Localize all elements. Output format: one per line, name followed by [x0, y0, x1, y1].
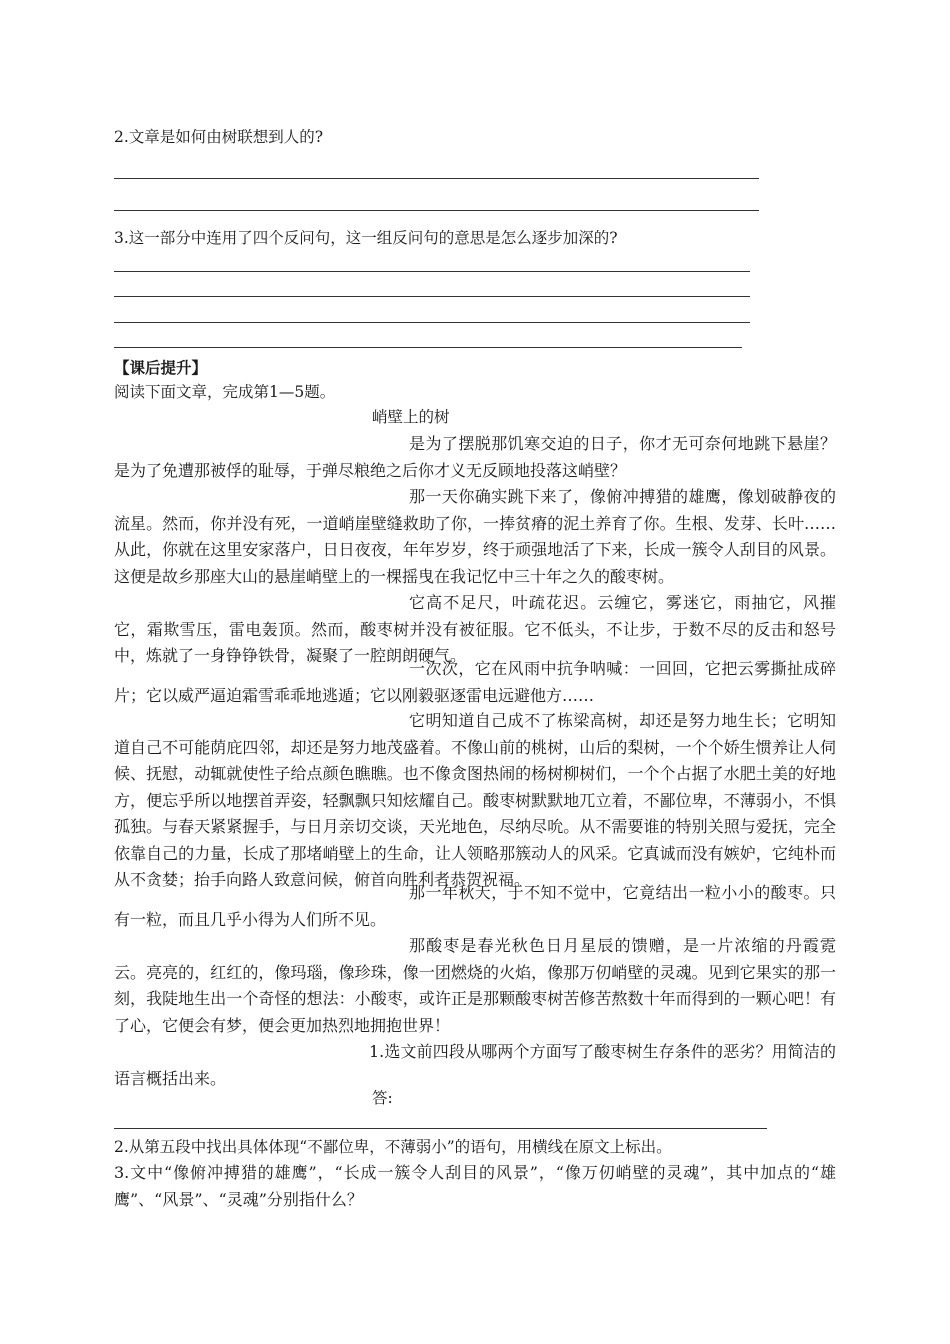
- answer-line[interactable]: [114, 347, 742, 348]
- instruction: 阅读下面文章，完成第1—5题。: [114, 383, 336, 401]
- question-2-top: 2.文章是如何由树联想到人的?: [114, 128, 324, 146]
- answer-line[interactable]: [114, 178, 759, 179]
- section-title: 【课后提升】: [114, 358, 208, 377]
- answer-line[interactable]: [114, 322, 750, 323]
- question-1: 1.选文前四段从哪两个方面写了酸枣树生存条件的恶劣？用简洁的语言概括出来。: [114, 1042, 836, 1088]
- answer-line[interactable]: [114, 271, 750, 272]
- article-paragraph: 那酸枣是春光秋色日月星辰的馈赠，是一片浓缩的丹霞霓云。亮亮的，红红的，像玛瑙，像珍珠，像一团燃烧的火焰，像那万仞峭壁的灵魂。见到它果实的那一刻，我陡地生出一个奇怪的想法：小酸枣，或许正是那颗酸枣树苦修苦熬数十年而得到的一颗心吧！有了心，它便会有梦，便会更加热烈地拥抱世界！: [114, 936, 836, 1035]
- question-3: 3.文中“像俯冲搏猎的雄鹰”，“长成一簇令人刮目的风景”，“像万仞峭壁的灵魂”，其中加点的“雄鹰”、“风景”、“灵魂”分别指什么？: [114, 1163, 836, 1209]
- article-paragraph: 那一年秋天，于不知不觉中，它竟结出一粒小小的酸枣。只有一粒，而且几乎小得为人们所不见。: [114, 883, 836, 929]
- question-3-top: 3.这一部分中连用了四个反问句，这一组反问句的意思是怎么逐步加深的?: [114, 229, 618, 247]
- answer-line[interactable]: [114, 210, 759, 211]
- answer-line[interactable]: [114, 1128, 767, 1129]
- article-paragraph: 一次次，它在风雨中抗争呐喊：一回回，它把云雾撕扯成碎片；它以威严逼迫霜雪乖乖地逃遁；它以刚毅驱逐雷电远避他方……: [114, 659, 836, 705]
- article-paragraph: 是为了摆脱那饥寒交迫的日子，你才无可奈何地跳下悬崖？是为了免遭那被俘的耻辱，于弹尽粮绝之后你才义无反顾地投落这峭壁？: [114, 434, 836, 480]
- question-2: 2.从第五段中找出具体体现“不鄙位卑，不薄弱小”的语句，用横线在原文上标出。: [114, 1138, 672, 1156]
- article-paragraph: 它高不足尺，叶疏花迟。云缠它，雾迷它，雨抽它，风摧它，霜欺雪压，雷电轰顶。然而，酸枣树并没有被征服。它不低头，不让步，于数不尽的反击和怒号中，炼就了一身铮铮铁骨，凝聚了一腔朗朗硬气。: [114, 593, 836, 665]
- article-title: 峭壁上的树: [372, 408, 450, 426]
- article-paragraph: 那一天你确实跳下来了，像俯冲搏猎的雄鹰，像划破静夜的流星。然而，你并没有死，一道峭崖壁缝救助了你，一捧贫瘠的泥土养育了你。生根、发芽、长叶……从此，你就在这里安家落户，日日夜夜，年年岁岁，终于顽强地活了下来，长成一簇令人刮目的风景。这便是故乡那座大山的悬崖峭壁上的一棵摇曳在我记忆中三十年之久的酸枣树。: [114, 487, 836, 586]
- answer-label: 答:: [372, 1089, 393, 1107]
- article-paragraph: 它明知道自己成不了栋梁高树，却还是努力地生长；它明知道自己不可能荫庇四邻，却还是努力地茂盛着。不像山前的桃树，山后的梨树，一个个娇生惯养让人伺候、抚慰，动辄就使性子给点颜色瞧瞧。也不像贪图热闹的杨树柳树们，一个个占据了水肥土美的好地方，便忘乎所以地摆首弄姿，轻飘飘只知炫耀自己。酸枣树默默地兀立着，不鄙位卑，不薄弱小，不惧孤独。与春天紧紧握手，与日月亲切交谈，天光地色，尽纳尽吮。从不需要谁的特别关照与爱抚，完全依靠自己的力量，长成了那堵峭壁上的生命，让人领略那簇动人的风采。它真诚而没有嫉妒，它纯朴而从不贪婪；抬手向路人致意问候，俯首向胜利者恭贺祝福。: [114, 711, 836, 889]
- answer-line[interactable]: [114, 296, 750, 297]
